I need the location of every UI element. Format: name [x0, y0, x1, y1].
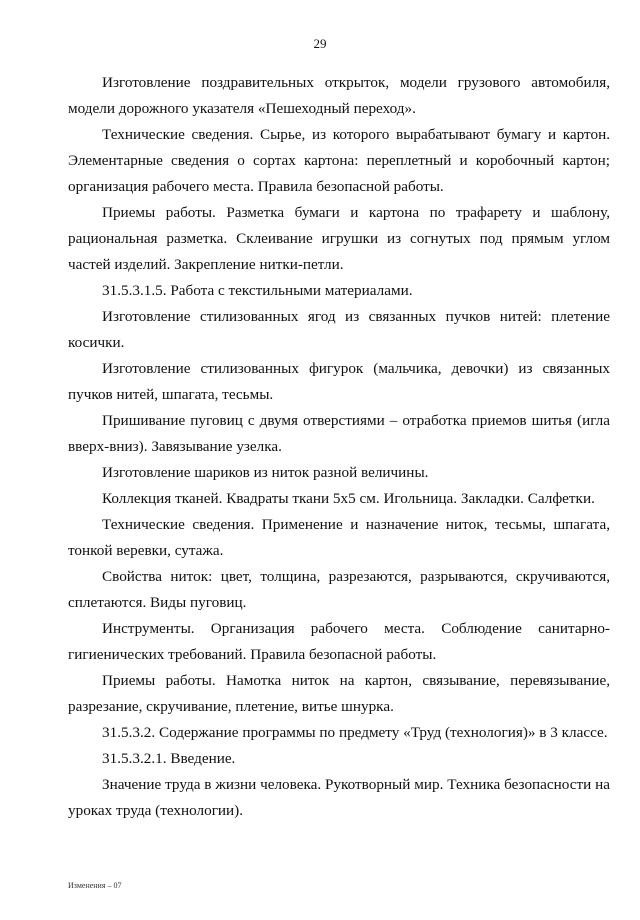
paragraph: Свойства ниток: цвет, толщина, разрезаются, разрываются, скручиваются, сплетаются. Виды пуговиц.	[68, 568, 610, 611]
paragraph: Технические сведения. Применение и назначение ниток, тесьмы, шпагата, тонкой веревки, сутажа.	[68, 516, 610, 559]
paragraph: Приемы работы. Разметка бумаги и картона по трафарету и шаблону, рациональная разметка. Склеивание игрушки из согнутых под прямым углом частей изделий. Закрепление нитки-петли.	[68, 204, 610, 273]
paragraph: Технические сведения. Сырье, из которого вырабатывают бумагу и картон. Элементарные сведения о сортах картона: переплетный и коробочный картон; организация рабочего места. Правила безопасной работы.	[68, 126, 610, 195]
paragraph: Изготовление поздравительных открыток, модели грузового автомобиля, модели дорожного указателя «Пешеходный переход».	[68, 74, 610, 117]
paragraph: Приемы работы. Намотка ниток на картон, связывание, перевязывание, разрезание, скручивание, плетение, витье шнурка.	[68, 672, 610, 715]
paragraph: Коллекция тканей. Квадраты ткани 5х5 см. Игольница. Закладки. Салфетки.	[102, 490, 595, 507]
section-heading: 31.5.3.2. Содержание программы по предмету «Труд (технология)» в 3 классе.	[102, 724, 608, 741]
paragraph: Изготовление стилизованных ягод из связанных пучков нитей: плетение косички.	[68, 308, 610, 351]
paragraph: Изготовление стилизованных фигурок (мальчика, девочки) из связанных пучков нитей, шпагата, тесьмы.	[68, 360, 610, 403]
section-heading: 31.5.3.1.5. Работа с текстильными материалами.	[102, 282, 413, 299]
paragraph: Пришивание пуговиц с двумя отверстиями – отработка приемов шитья (игла вверх-вниз). Завязывание узелка.	[68, 412, 610, 455]
page-number: 29	[313, 36, 327, 51]
paragraph: Инструменты. Организация рабочего места. Соблюдение санитарно-гигиенических требований. Правила безопасной работы.	[68, 620, 610, 663]
paragraph: Значение труда в жизни человека. Рукотворный мир. Техника безопасности на уроках труда (технологии).	[68, 776, 610, 819]
footer-revision-note: Изменения – 07	[68, 881, 122, 890]
document-body	[68, 70, 610, 824]
section-heading: 31.5.3.2.1. Введение.	[102, 750, 236, 767]
paragraph: Изготовление шариков из ниток разной величины.	[102, 464, 429, 481]
